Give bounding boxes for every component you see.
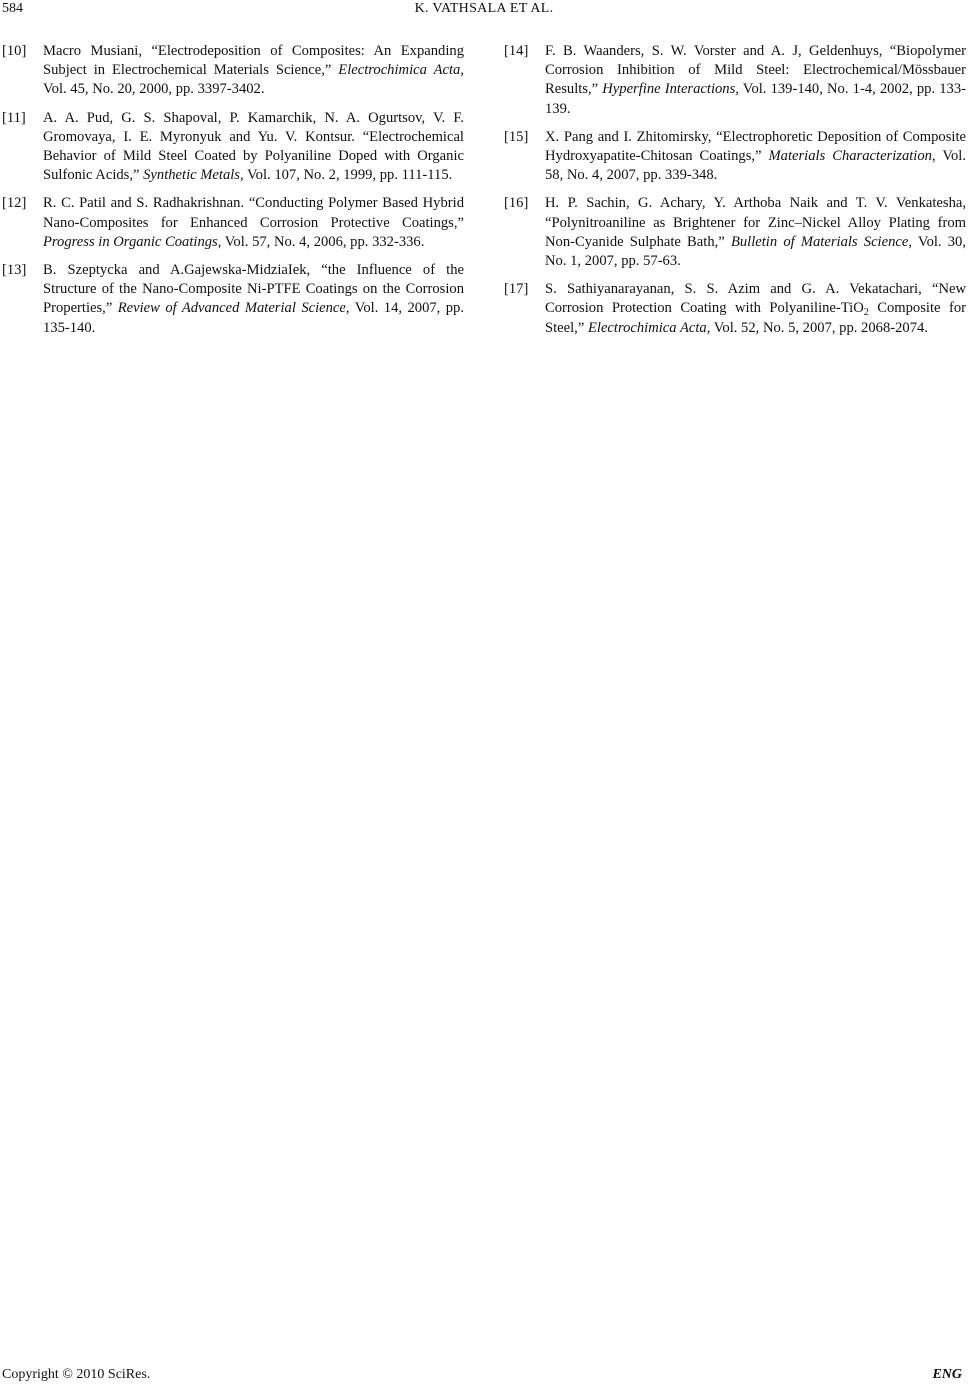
reference-12 [2, 194, 464, 252]
page-number: 584 [2, 1, 23, 16]
reference-text: R. C. Patil and S. Radhakrishnan. “Conducting Polymer Based Hybrid Nano-Composites for Enhanced Corrosion Protective Coatings,” Progress in Organic Coatings, Vol. 57, No. 4, 2006, pp. 332-336. [43, 195, 464, 250]
reference-number: [11] [2, 109, 26, 126]
reference-text: Macro Musiani, “Electrodeposition of Composites: An Expanding Subject in Electrochemical Materials Science,” Electrochimica Acta, Vol. 45, No. 20, 2000, pp. 3397-3402. [43, 43, 464, 98]
journal-name: Synthetic Metals [143, 167, 240, 184]
journal-name: Electrochimica Acta [338, 62, 461, 79]
reference-text: X. Pang and I. Zhitomirsky, “Electrophoretic Deposition of Composite Hydroxyapatite-Chitosan Coatings,” Materials Characterization, Vol. 58, No. 4, 2007, pp. 339-348. [545, 128, 966, 184]
left-column [2, 42, 464, 347]
journal-name: Electrochimica Acta [587, 319, 707, 336]
reference-17 [504, 280, 966, 338]
journal-name: Bulletin of Materials Science [730, 233, 909, 250]
reference-15 [504, 128, 966, 186]
journal-name: Progress in Organic Coatings [43, 233, 218, 250]
reference-number: [17] [504, 281, 529, 298]
reference-10 [2, 42, 464, 100]
reference-14 [504, 42, 966, 119]
running-head: K. VATHSALA ET AL. [414, 1, 554, 16]
reference-text: F. B. Waanders, S. W. Vorster and A. J, Geldenhuys, “Biopolymer Corrosion Inhibition of Mild Steel: Electrochemical/Mössbauer Results,” Hyperfine Interactions, Vol. 139-140, No. 1-4, 2002, pp. 133-139. [545, 43, 966, 117]
subscript-2: 2 [863, 307, 869, 319]
page-header [0, 0, 968, 22]
reference-number: [15] [504, 128, 529, 145]
reference-text: A. A. Pud, G. S. Shapoval, P. Kamarchik, N. A. Ogurtsov, V. F. Gromovaya, I. E. Myronyuk and Yu. V. Kontsur. “Electrochemical Behavior of Mild Steel Coated by Polyaniline Doped with Organic Sulfonic Acids,” Synthetic Metals, Vol. 107, No. 2, 1999, pp. 111-115. [43, 109, 464, 184]
reference-11 [2, 109, 464, 186]
reference-number: [12] [2, 195, 27, 212]
right-column [504, 42, 966, 347]
reference-13 [2, 261, 464, 338]
page-footer [0, 1366, 968, 1386]
journal-abbreviation: ENG [932, 1367, 962, 1382]
journal-name: Review of Advanced Material Science [117, 300, 346, 317]
journal-name: Hyperfine Interactions, [602, 81, 739, 98]
reference-text: S. Sathiyanarayanan, S. S. Azim and G. A. Vekatachari, “New Corrosion Protection Coating with Polyaniline-TiO$_2$ Composite for Steel,” Electrochimica Acta, Vol. 52, No. 5, 2007, pp. 2068-2074. [545, 281, 966, 336]
reference-number: [16] [504, 195, 529, 212]
reference-text: H. P. Sachin, G. Achary, Y. Arthoba Naik and T. V. Venkatesha, “Polynitroaniline as Brightener for Zinc–Nickel Alloy Plating from Non-Cyanide Sulphate Bath,” Bulletin of Materials Science, Vol. 30, No. 1, 2007, pp. 57-63. [545, 195, 966, 270]
journal-name: Materials Characterization [768, 148, 932, 165]
reference-number: [14] [504, 43, 529, 59]
reference-number: [13] [2, 262, 27, 279]
reference-number: [10] [2, 43, 27, 59]
reference-text: B. Szeptycka and A.Gajewska-MidziaIek, “the Influence of the Structure of the Nano-Composite Ni-PTFE Coatings on the Corrosion Properties,” Review of Advanced Material Science, Vol. 14, 2007, pp. 135-140. [43, 262, 464, 336]
copyright-notice: Copyright © 2010 SciRes. [2, 1367, 151, 1382]
reference-16 [504, 194, 966, 271]
